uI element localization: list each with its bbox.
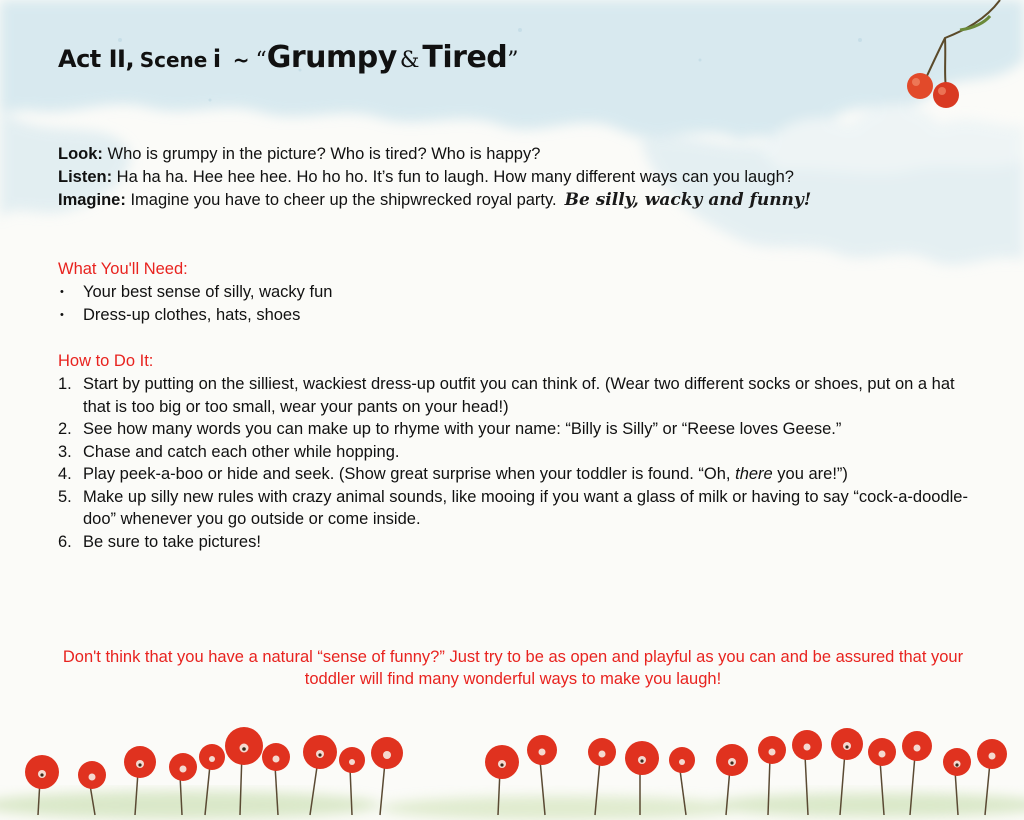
step-text-post: you are!”) [772, 465, 848, 483]
intro-look-text: Who is grumpy in the picture? Who is tired? Who is happy? [102, 145, 541, 163]
intro-section [58, 143, 978, 212]
step-number: 1. [58, 375, 72, 393]
intro-flourish: Be silly, wacky and funny! [564, 190, 812, 210]
needs-section [58, 260, 978, 327]
intro-listen-label: Listen: [58, 168, 113, 186]
intro-listen [58, 166, 978, 189]
intro-look [58, 143, 978, 166]
needs-item: • Your best sense of silly, wacky fun [58, 281, 978, 304]
footer-note: Don't think that you have a natural “sense of funny?” Just try to be as open and playful as you can and be assured that your toddler will find many wonderful ways to make you laugh! [62, 648, 964, 688]
needs-heading: What You'll Need: [58, 260, 188, 278]
howto-section [58, 352, 978, 553]
title-ampersand: & [399, 48, 420, 73]
howto-heading: How to Do It: [58, 352, 154, 370]
step-number: 3. [58, 442, 72, 461]
title-word-tired: Tired [422, 40, 508, 75]
howto-step [58, 441, 978, 464]
intro-imagine-text: Imagine you have to cheer up the shipwrecked royal party. [125, 191, 557, 209]
howto-step [58, 418, 978, 441]
needs-list [58, 281, 978, 327]
step-text-pre: Play peek-a-boo or hide and seek. (Show great surprise when your toddler is found. “Oh, [83, 465, 736, 483]
howto-step [58, 373, 978, 418]
howto-list [58, 373, 978, 553]
step-text: Be sure to take pictures! [83, 532, 261, 551]
step-number: 4. [58, 465, 72, 483]
howto-step [58, 486, 978, 531]
intro-imagine-label: Imagine: [58, 191, 126, 209]
step-text-emphasis: there [735, 465, 773, 483]
intro-look-label: Look: [58, 145, 103, 163]
title-separator: ~ [232, 48, 250, 72]
title-scene: Scene [139, 48, 208, 72]
page-title [58, 40, 519, 75]
step-text: Chase and catch each other while hopping. [83, 442, 400, 461]
title-open-quote: “ [255, 48, 267, 73]
intro-imagine [58, 189, 978, 212]
title-word-grumpy: Grumpy [266, 40, 397, 75]
howto-step [58, 531, 978, 554]
step-text: Start by putting on the silliest, wackiest dress-up outfit you can think of. (Wear two different socks or shoes, put on a hat that is too big or too small, wear your pants on your head!) [83, 375, 955, 416]
step-text: Make up silly new rules with crazy animal sounds, like mooing if you want a glass of milk or having to say “cock-a-doodle-doo” whenever you go outside or come inside. [83, 487, 968, 528]
intro-listen-text: Ha ha ha. Hee hee hee. Ho ho ho. It’s fun to laugh. How many different ways can you laugh? [112, 168, 794, 186]
step-text: See how many words you can make up to rhyme with your name: “Billy is Silly” or “Reese loves Geese.” [83, 420, 842, 438]
title-scene-number: i [212, 45, 222, 73]
title-act: Act II, [58, 45, 135, 73]
title-close-quote: ” [507, 48, 519, 73]
needs-item: • Dress-up clothes, hats, shoes [58, 304, 978, 327]
howto-step [58, 463, 978, 486]
step-number: 2. [58, 420, 72, 438]
step-number: 5. [58, 487, 72, 506]
step-number: 6. [58, 532, 72, 551]
